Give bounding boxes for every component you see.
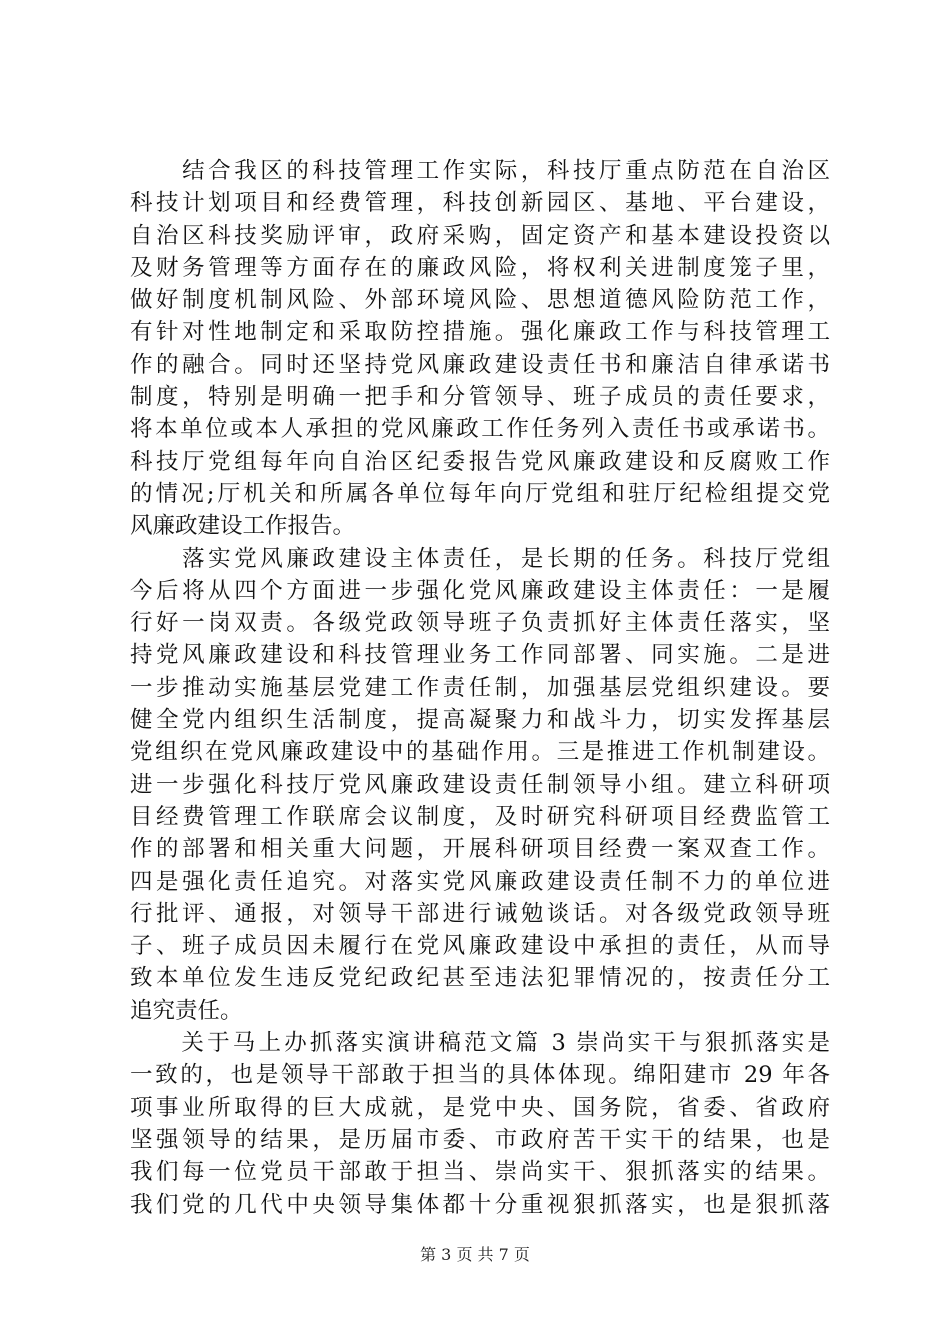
text-line: 今后将从四个方面进一步强化党风廉政建设主体责任：一是履 xyxy=(130,577,830,604)
text-line: 致本单位发生违反党纪政纪甚至违法犯罪情况的，按责任分工 xyxy=(130,965,830,992)
text-line: 及财务管理等方面存在的廉政风险，将权利关进制度笼子里， xyxy=(130,254,830,281)
text-line: 自治区科技奖励评审，政府采购，固定资产和基本建设投资以 xyxy=(130,222,830,249)
text-line: 作的部署和相关重大问题，开展科研项目经费一案双查工作。 xyxy=(130,836,830,863)
text-line: 科技厅党组每年向自治区纪委报告党风廉政建设和反腐败工作 xyxy=(130,448,830,475)
text-line: 党组织在党风廉政建设中的基础作用。三是推进工作机制建设。 xyxy=(130,739,830,766)
text-line: 坚强领导的结果，是历届市委、市政府苦干实干的结果，也是 xyxy=(130,1126,830,1153)
text-line: 结合我区的科技管理工作实际，科技厅重点防范在自治区 xyxy=(130,158,830,184)
text-line: 子、班子成员因未履行在党风廉政建设中承担的责任，从而导 xyxy=(130,933,830,960)
text-line: 落实党风廉政建设主体责任，是长期的任务。科技厅党组 xyxy=(130,545,830,572)
text-line: 我们每一位党员干部敢于担当、崇尚实干、狠抓落实的结果。 xyxy=(130,1159,830,1186)
text-line: 一致的，也是领导干部敢于担当的具体体现。绵阳建市 29 年各 xyxy=(130,1062,830,1089)
text-line: 的情况;厅机关和所属各单位每年向厅党组和驻厅纪检组提交党 xyxy=(130,480,830,507)
text-line: 目经费管理工作联席会议制度，及时研究科研项目经费监管工 xyxy=(130,803,830,830)
text-line: 做好制度机制风险、外部环境风险、思想道德风险防范工作， xyxy=(130,287,830,314)
text-line: 将本单位或本人承担的党风廉政工作任务列入责任书或承诺书。 xyxy=(130,416,830,443)
text-line: 健全党内组织生活制度，提高凝聚力和战斗力，切实发挥基层 xyxy=(130,707,830,734)
text-line: 项事业所取得的巨大成就，是党中央、国务院，省委、省政府 xyxy=(130,1094,830,1121)
text-line: 风廉政建设工作报告。 xyxy=(130,513,356,540)
text-line: 持党风廉政建设和科技管理业务工作同部署、同实施。二是进 xyxy=(130,642,830,669)
text-line: 行好一岗双责。各级党政领导班子负责抓好主体责任落实，坚 xyxy=(130,610,830,637)
text-line: 科技计划项目和经费管理，科技创新园区、基地、平台建设， xyxy=(130,190,830,217)
text-line: 关于马上办抓落实演讲稿范文篇 3 崇尚实干与狠抓落实是 xyxy=(130,1030,830,1057)
text-line: 一步推动实施基层党建工作责任制，加强基层党组织建设。要 xyxy=(130,674,830,701)
text-line: 有针对性地制定和采取防控措施。强化廉政工作与科技管理工 xyxy=(130,319,830,346)
page-footer: 第 3 页 共 7 页 xyxy=(420,1245,530,1264)
text-line: 追究责任。 xyxy=(130,997,243,1024)
text-line: 进一步强化科技厅党风廉政建设责任制领导小组。建立科研项 xyxy=(130,771,830,798)
text-line: 四是强化责任追究。对落实党风廉政建设责任制不力的单位进 xyxy=(130,868,830,895)
text-line: 行批评、通报，对领导干部进行诫勉谈话。对各级党政领导班 xyxy=(130,900,830,927)
text-line: 作的融合。同时还坚持党风廉政建设责任书和廉洁自律承诺书 xyxy=(130,351,830,378)
text-line: 制度，特别是明确一把手和分管领导、班子成员的责任要求， xyxy=(130,384,830,411)
document-body xyxy=(130,155,830,1221)
text-line: 我们党的几代中央领导集体都十分重视狠抓落实，也是狠抓落 xyxy=(130,1191,830,1218)
